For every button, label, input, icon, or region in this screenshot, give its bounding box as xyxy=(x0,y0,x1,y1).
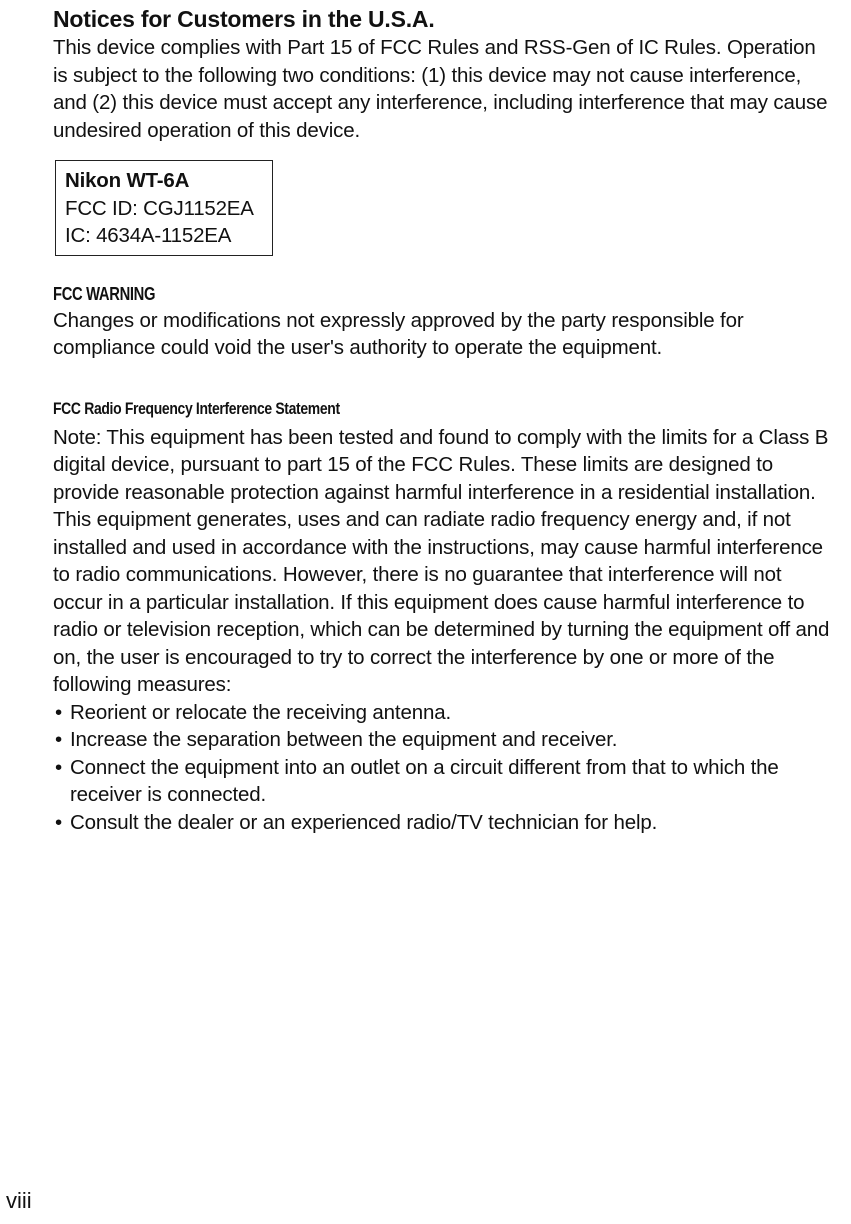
device-brand: Nikon xyxy=(65,169,121,192)
page-number: viii xyxy=(6,1188,32,1213)
device-id-box xyxy=(55,160,273,256)
bullet-icon: • xyxy=(55,755,63,779)
list-item-text: Consult the dealer or an experienced radio/TV technician for help. xyxy=(70,810,658,834)
device-model: WT-6A xyxy=(126,169,190,192)
notices-heading: Notices for Customers in the U.S.A. xyxy=(53,6,435,32)
bullet-icon: • xyxy=(55,700,63,724)
rf-statement-heading: FCC Radio Frequency Interference Statement xyxy=(53,398,340,418)
ic-id: IC: 4634A-1152EA xyxy=(65,224,232,247)
list-item-text: Reorient or relocate the receiving antenna. xyxy=(70,700,452,724)
notices-paragraph: This device complies with Part 15 of FCC Rules and RSS-Gen of IC Rules. Operation is subject to the following two conditions: (1) this device may not cause interference, and (2) this device must accept any interference, including interference that may cause undesired operation of this device. xyxy=(53,36,828,142)
list-item xyxy=(53,726,833,754)
measures-list xyxy=(53,699,833,837)
bullet-icon: • xyxy=(55,810,63,834)
fcc-id: FCC ID: CGJ1152EA xyxy=(65,196,254,220)
list-item-text: Increase the separation between the equipment and receiver. xyxy=(70,728,618,751)
rf-statement-paragraph: Note: This equipment has been tested and found to comply with the limits for a Class B digital device, pursuant to part 15 of the FCC Rules. These limits are designed to provide reasonable protection against harmful interference in a residential installation. This equipment generates, uses and can radiate radio frequency energy and, if not installed and used in accordance with the instructions, may cause harmful interference to radio communications. However, there is no guarantee that interference will not occur in a particular installation. If this equipment does cause harmful interference to radio or television reception, which can be determined by turning the equipment off and on, the user is encouraged to try to correct the interference by one or more of the following measures: xyxy=(53,425,830,696)
fcc-warning-heading: FCC WARNING xyxy=(53,283,156,304)
list-item-text: Connect the equipment into an outlet on a circuit different from that to which the receiver is connected. xyxy=(70,755,779,806)
device-model-line xyxy=(65,167,272,195)
document-page xyxy=(53,4,833,836)
list-item xyxy=(53,754,833,809)
bullet-icon: • xyxy=(55,728,63,751)
list-item xyxy=(53,699,833,727)
fcc-warning-paragraph: Changes or modifications not expressly approved by the party responsible for compliance could void the user's authority to operate the equipment. xyxy=(53,308,744,359)
list-item xyxy=(53,809,833,837)
